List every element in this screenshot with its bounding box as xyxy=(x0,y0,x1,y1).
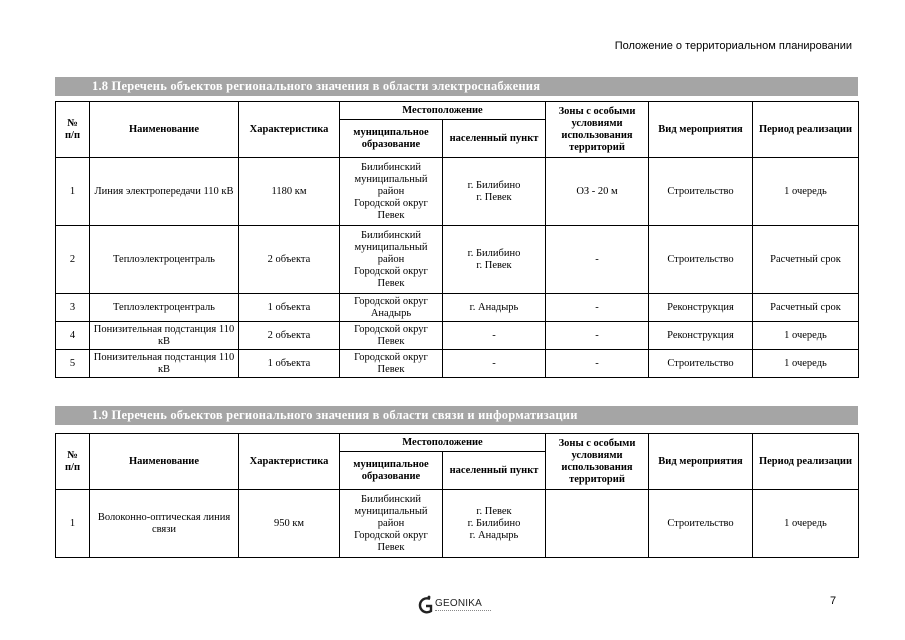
logo-text: GEONIKA xyxy=(435,598,482,609)
cell-name: Понизительная подстанция 110 кВ xyxy=(90,350,239,378)
header-zones: Зоны с особыми условиями использования территорий xyxy=(546,434,649,490)
section-title-bar xyxy=(55,406,858,425)
section-title-bar xyxy=(55,77,858,96)
cell-num: 1 xyxy=(56,490,90,558)
header-name: Наименование xyxy=(90,434,239,490)
table-row xyxy=(56,294,859,322)
cell-municipality: Городской округ Анадырь xyxy=(340,294,443,322)
cell-zones: - xyxy=(546,294,649,322)
cell-municipality: Билибинский муниципальный район Городской округ Певек xyxy=(340,490,443,558)
cell-characteristic: 1 объекта xyxy=(239,294,340,322)
cell-settlement: г. Билибино г. Певек xyxy=(443,226,546,294)
cell-municipality: Билибинский муниципальный район Городской округ Певек xyxy=(340,158,443,226)
header-num: № п/п xyxy=(56,434,90,490)
header-location: Местоположение xyxy=(340,434,546,452)
cell-zones: - xyxy=(546,226,649,294)
cell-name: Теплоэлектроцентраль xyxy=(90,294,239,322)
cell-num: 2 xyxy=(56,226,90,294)
cell-settlement: г. Билибино г. Певек xyxy=(443,158,546,226)
cell-characteristic: 1180 км xyxy=(239,158,340,226)
cell-settlement: г. Анадырь xyxy=(443,294,546,322)
header-municipality: муниципальное образование xyxy=(340,452,443,490)
cell-name: Теплоэлектроцентраль xyxy=(90,226,239,294)
cell-activity: Реконструкция xyxy=(649,294,753,322)
table-row xyxy=(56,322,859,350)
header-activity: Вид мероприятия xyxy=(649,434,753,490)
table-row xyxy=(56,226,859,294)
cell-municipality: Билибинский муниципальный район Городской округ Певек xyxy=(340,226,443,294)
cell-characteristic: 2 объекта xyxy=(239,322,340,350)
cell-name: Волоконно-оптическая линия связи xyxy=(90,490,239,558)
cell-settlement: - xyxy=(443,322,546,350)
cell-activity: Строительство xyxy=(649,226,753,294)
cell-settlement: г. Певек г. Билибино г. Анадырь xyxy=(443,490,546,558)
cell-activity: Строительство xyxy=(649,490,753,558)
cell-num: 4 xyxy=(56,322,90,350)
cell-period: 1 очередь xyxy=(753,350,859,378)
cell-settlement: - xyxy=(443,350,546,378)
objects-table-power xyxy=(55,101,859,378)
section-title: 1.9 Перечень объектов регионального значения в области связи и информатизации xyxy=(92,408,578,422)
logo-tagline-decoration xyxy=(435,610,491,613)
cell-period: Расчетный срок xyxy=(753,226,859,294)
page-number: 7 xyxy=(830,595,837,607)
header-num: № п/п xyxy=(56,102,90,158)
cell-period: Расчетный срок xyxy=(753,294,859,322)
header-settlement: населенный пункт xyxy=(443,120,546,158)
company-logo xyxy=(418,594,508,620)
cell-zones: ОЗ - 20 м xyxy=(546,158,649,226)
header-name: Наименование xyxy=(90,102,239,158)
section-title: 1.8 Перечень объектов регионального значения в области электроснабжения xyxy=(92,79,541,93)
cell-municipality: Городской округ Певек xyxy=(340,350,443,378)
header-characteristic: Характеристика xyxy=(239,102,340,158)
cell-zones: - xyxy=(546,322,649,350)
header-settlement: населенный пункт xyxy=(443,452,546,490)
cell-characteristic: 2 объекта xyxy=(239,226,340,294)
header-location: Местоположение xyxy=(340,102,546,120)
cell-num: 1 xyxy=(56,158,90,226)
cell-characteristic: 1 объекта xyxy=(239,350,340,378)
header-period: Период реализации xyxy=(753,434,859,490)
cell-period: 1 очередь xyxy=(753,490,859,558)
cell-activity: Строительство xyxy=(649,350,753,378)
cell-period: 1 очередь xyxy=(753,158,859,226)
cell-activity: Строительство xyxy=(649,158,753,226)
cell-zones: - xyxy=(546,350,649,378)
header-activity: Вид мероприятия xyxy=(649,102,753,158)
objects-table-telecom xyxy=(55,433,859,558)
header-period: Период реализации xyxy=(753,102,859,158)
cell-name: Понизительная подстанция 110 кВ xyxy=(90,322,239,350)
cell-period: 1 очередь xyxy=(753,322,859,350)
cell-num: 3 xyxy=(56,294,90,322)
cell-activity: Реконструкция xyxy=(649,322,753,350)
table-row xyxy=(56,350,859,378)
header-municipality: муниципальное образование xyxy=(340,120,443,158)
cell-num: 5 xyxy=(56,350,90,378)
cell-municipality: Городской округ Певек xyxy=(340,322,443,350)
cell-zones xyxy=(546,490,649,558)
table-row xyxy=(56,490,859,558)
cell-name: Линия электропередачи 110 кВ xyxy=(90,158,239,226)
cell-characteristic: 950 км xyxy=(239,490,340,558)
running-header: Положение о территориальном планировании xyxy=(614,40,852,52)
logo-mark-icon xyxy=(418,594,434,618)
header-characteristic: Характеристика xyxy=(239,434,340,490)
table-row xyxy=(56,158,859,226)
header-zones: Зоны с особыми условиями использования территорий xyxy=(546,102,649,158)
